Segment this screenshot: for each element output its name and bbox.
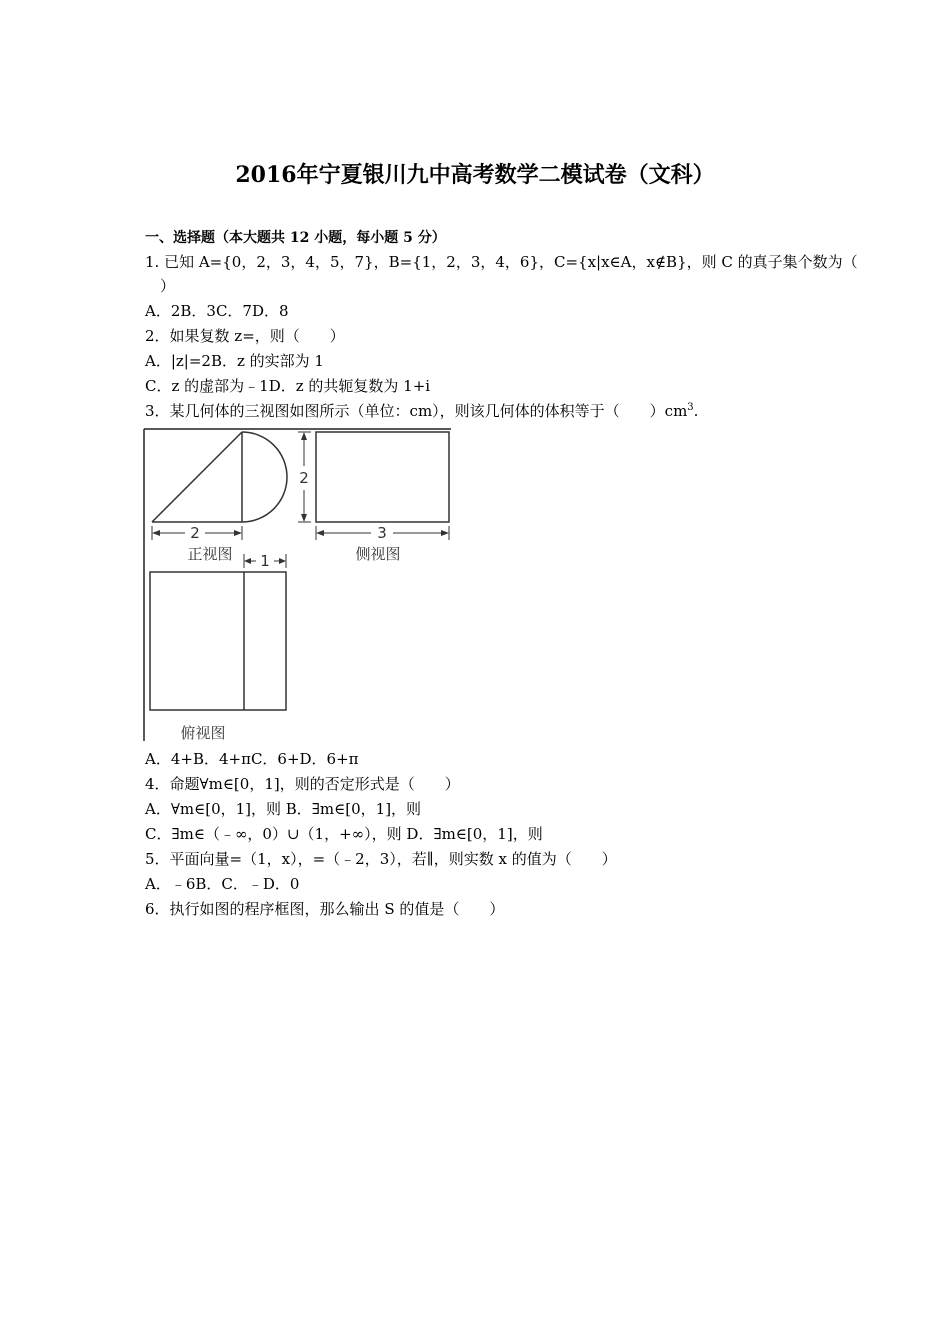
question-3-stem-superscript: 3: [687, 402, 694, 413]
front-width-label: 2: [190, 524, 200, 542]
front-view-label: 正视图: [187, 545, 233, 563]
question-3-stem: [145, 401, 698, 421]
page-title: 2016年宁夏银川九中高考数学二模试卷（文科）: [235, 162, 715, 188]
question-4-options-c-d: C．∃m∈（﹣∞，0）∪（1，+∞），则 D．∃m∈[0，1]，则: [145, 825, 543, 843]
question-1-options: A．2B．3C．7D．8: [145, 302, 289, 320]
three-view-drawing: [143, 428, 453, 742]
question-2-options-c-d: C．z 的虚部为﹣1D．z 的共轭复数为 1+i: [145, 377, 431, 395]
front-view: [152, 432, 287, 563]
question-3-stem-end: .: [693, 402, 699, 420]
top-dim-label: 1: [260, 552, 270, 570]
question-5-options: A．﹣6B．C．﹣D．0: [145, 875, 300, 893]
question-3-stem-text: 3．某几何体的三视图如图所示（单位：cm），则该几何体的体积等于（ ）cm: [145, 402, 688, 420]
question-6-stem: 6．执行如图的程序框图，那么输出 S 的值是（ ）: [145, 900, 505, 918]
side-height-label: 2: [299, 469, 309, 487]
three-view-figure: [143, 428, 453, 742]
question-2-stem: 2．如果复数 z=，则（ ）: [145, 327, 345, 345]
question-1-stem-continuation: ）: [160, 277, 176, 295]
top-view: [150, 552, 286, 742]
question-4-options-a-b: A．∀m∈[0，1]，则 B．∃m∈[0，1]，则: [145, 800, 422, 818]
side-view-label: 侧视图: [355, 545, 401, 563]
section-heading: 一、选择题（本大题共 12 小题，每小题 5 分）: [145, 230, 446, 246]
question-5-stem: 5．平面向量=（1，x），=（﹣2，3），若∥，则实数 x 的值为（ ）: [145, 850, 617, 868]
question-2-options-a-b: A．|z|=2B．z 的实部为 1: [145, 352, 324, 370]
question-3-options: A．4+B．4+πC．6+D．6+π: [145, 750, 359, 768]
top-view-label: 俯视图: [180, 724, 226, 742]
question-1-stem: 1. 已知 A={0，2，3，4，5，7}，B={1，2，3，4，6}，C={x|x∈A，x∉B}，则 C 的真子集个数为（: [145, 253, 858, 271]
question-4-stem: 4．命题∀m∈[0，1]，则的否定形式是（ ）: [145, 775, 460, 793]
side-width-label: 3: [377, 524, 387, 542]
side-view: [298, 432, 449, 563]
